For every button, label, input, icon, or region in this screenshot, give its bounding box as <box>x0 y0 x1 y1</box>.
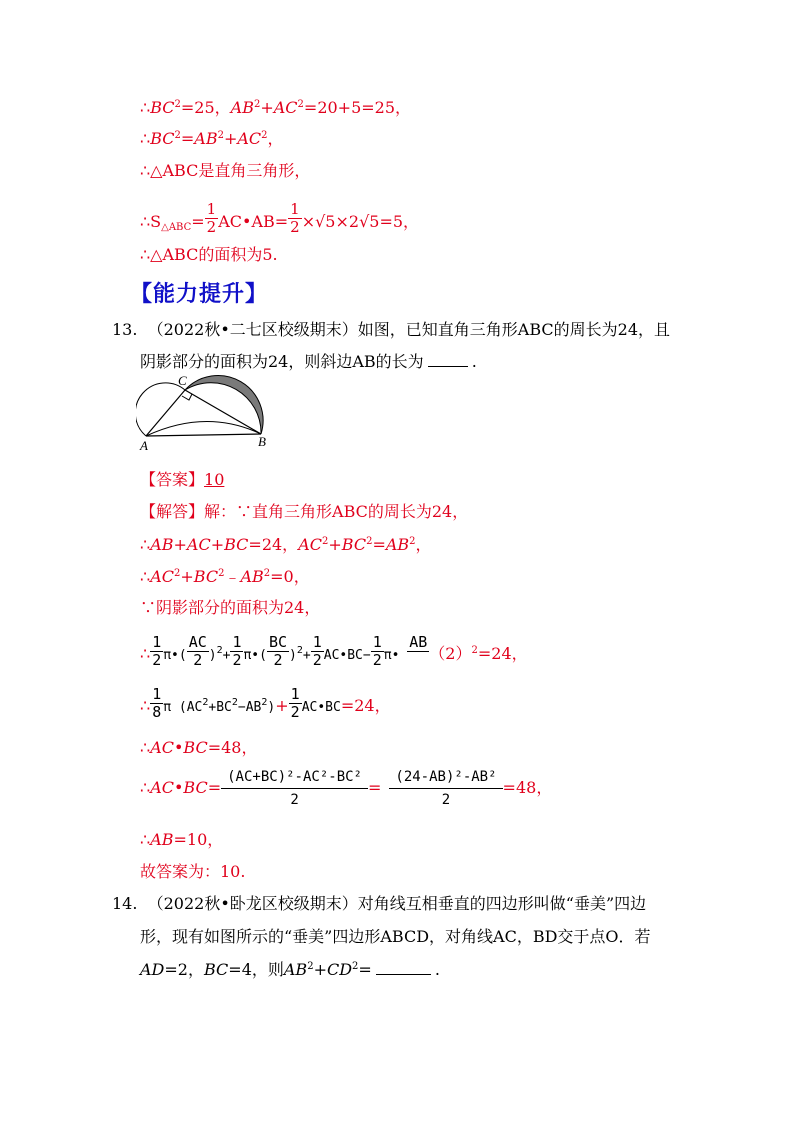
q13-step-1: ∴AB+AC+BC=24，$AC^2+BC^2=AB^2$， <box>140 535 432 554</box>
label-c: C <box>178 373 187 388</box>
q13-step-8: ∴AB=10， <box>140 830 224 849</box>
q13-line-2: 阴影部分的面积为24，则斜边AB的长为 . <box>140 352 477 371</box>
q13-step-5: ∴ $\frac{1}{8}$ π $(AC^2+BC^2-AB^2)+$ $\frac{1}{2}$ AC•BC=24， <box>140 685 391 721</box>
q14-number: 14. <box>112 894 138 913</box>
answer-blank <box>428 352 468 367</box>
shaded-lune-left <box>136 383 185 436</box>
fraction-2: $\frac{\text{(24-AB)²-AB²}}{2}$ <box>389 766 502 811</box>
label-a: A <box>140 438 148 453</box>
section-title: 【能力提升】 <box>130 282 269 307</box>
q13-figure <box>136 368 276 453</box>
q13-number: 13. <box>112 320 138 339</box>
q13-final: 故答案为：10. <box>140 862 246 881</box>
q13-step-2: $\therefore AC^2+BC^2﹣AB^2=0$， <box>140 567 310 586</box>
q13-step-4: ∴ $\frac{1}{2}$ π•( $\frac{AC}{2}$ )$^2$+ $\frac{1}{2}$ π•( $\frac{BC}{2}$ )$^2$+ $\frac{1}{2}$ AC•BC− $\frac{1}{2}$ π• AB $(2)^2=24$， <box>140 633 528 669</box>
prev-line-2: $\therefore BC^2=AB^2+AC^2$， <box>140 129 284 148</box>
q13-answer: 【答案】10 <box>140 470 225 489</box>
prev-line-5: ∴△ABC的面积为5. <box>140 245 278 264</box>
prev-line-4: $\therefore S_{\triangle ABC}=$ $\frac{1}{2}$ AC•AB= $\frac{1}{2}$ ×√5×2√5=5， <box>140 200 420 236</box>
right-angle-mark <box>182 394 192 400</box>
fraction-1: $\frac{\text{(AC+BC)²-AC²-BC²}}{2}$ <box>221 766 368 811</box>
q14-line-1: 14. （2022秋•卧龙区校级期末）对角线互相垂直的四边形叫做“垂美”四边 <box>112 894 647 913</box>
q13-explain: 【解答】解：∵直角三角形ABC的周长为24， <box>140 502 469 521</box>
prev-line-3: ∴△ABC是直角三角形， <box>140 161 311 180</box>
q13-step-3: ∵阴影部分的面积为24， <box>140 598 321 617</box>
q13-step-7: ∴AC•BC= $\frac{\text{(AC+BC)²-AC²-BC²}}{2}$ = $\frac{\text{(24-AB)²-AB²}}{2}$ =48， <box>140 766 552 811</box>
shaded-lune-right <box>185 376 263 434</box>
q13-step-6: ∴AC•BC=48， <box>140 738 258 757</box>
q14-line-3: AD=2，BC=4，则$AB^2+CD^2=$ . <box>140 960 440 979</box>
prev-line-1: $\therefore BC^2=25$，$AB^2+AC^2=20+5=25$， <box>140 98 412 117</box>
answer-blank <box>376 960 431 975</box>
q14-line-2: 形，现有如图所示的“垂美”四边形ABCD，对角线AC，BD交于点O．若 <box>140 927 651 946</box>
label-b: B <box>258 434 266 449</box>
q13-line-1: 13. （2022秋•二七区校级期末）如图，已知直角三角形ABC的周长为24，且 <box>112 320 670 339</box>
